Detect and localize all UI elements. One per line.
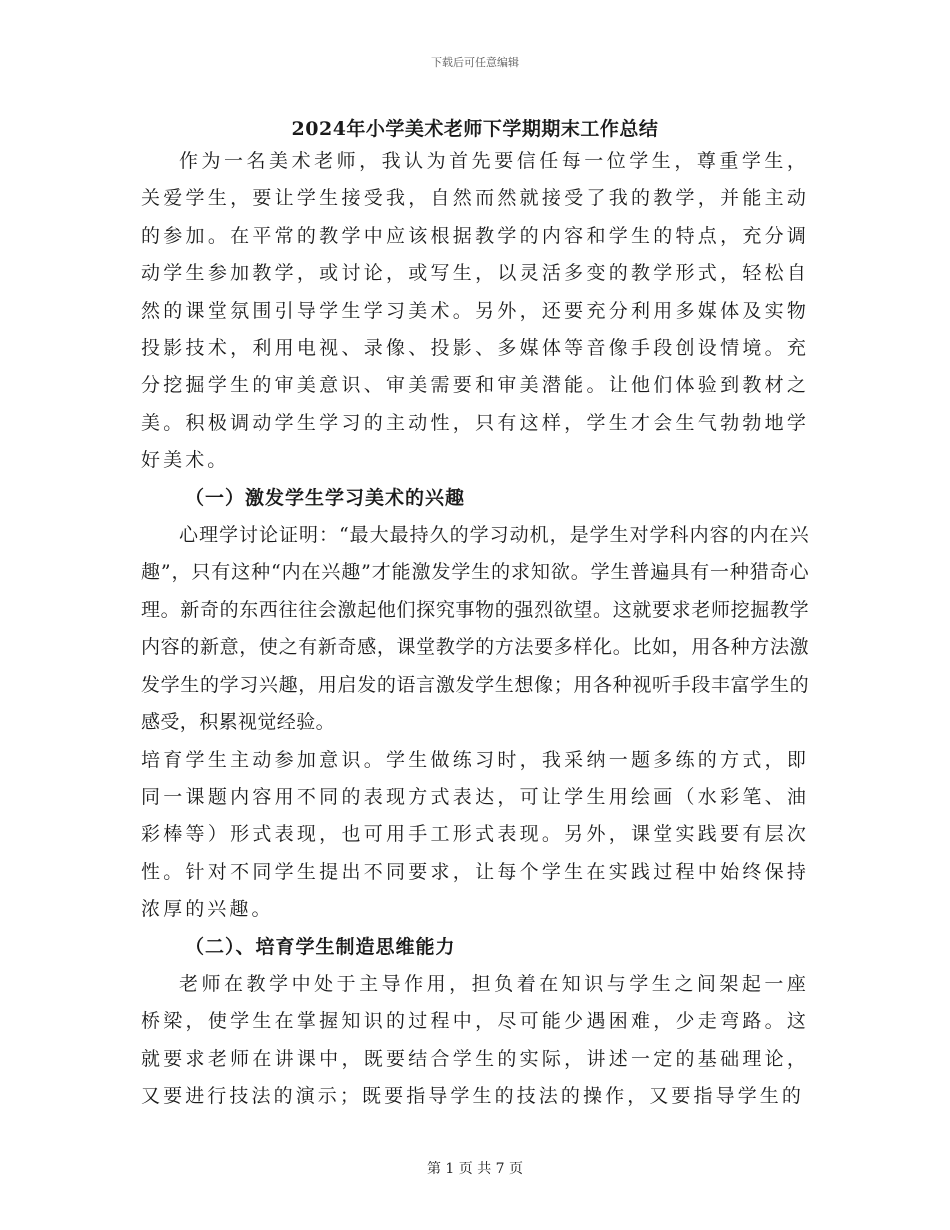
document-title: 2024年小学美术老师下学期期末工作总结 [291,118,659,140]
section-1-paragraph-2: 培育学生主动参加意识。学生做练习时，我采纳一题多练的方式，即同一课题内容用不同的表现方式表达，可让学生用绘画（水彩笔、油彩棒等）形式表现，也可用手工形式表现。另外，课堂实践要有层次性。针对不同学生提出不同要求，让每个学生在实践过程中始终保持浓厚的兴趣。 [141,748,809,921]
intro-paragraph: 作为一名美术老师，我认为首先要信任每一位学生，尊重学生，关爱学生，要让学生接受我，自然而然就接受了我的教学，并能主动的参加。在平常的教学中应该根据教学的内容和学生的特点，充分调动学生参加教学，或讨论，或写生，以灵活多变的教学形式，轻松自然的课堂氛围引导学生学习美术。另外，还要充分利用多媒体及实物投影技术，利用电视、录像、投影、多媒体等音像手段创设情境。充分挖掘学生的审美意识、审美需要和审美潜能。让他们体验到教材之美。积极调动学生学习的主动性，只有这样，学生才会生气勃勃地学好美术。 [141,150,809,472]
page-header-note: 下载后可任意编辑 [431,56,519,69]
page-number: 第 1 页 共 7 页 [426,1161,524,1177]
section-2-heading: （二）、培育学生制造思维能力 [185,935,456,958]
document-body [141,143,809,1116]
section-1-paragraph-1: 心理学讨论证明：“最大最持久的学习动机，是学生对学科内容的内在兴趣”，只有这种“内在兴趣”才能激发学生的求知欲。学生普遍具有一种猎奇心理。新奇的东西往往会激起他们探究事物的强烈欲望。这就要求老师挖掘教学内容的新意，使之有新奇感，课堂教学的方法要多样化。比如，用各种方法激发学生的学习兴趣，用启发的语言激发学生想像；用各种视听手段丰富学生的感受，积累视觉经验。 [141,524,809,734]
section-1-heading: （一）激发学生学习美术的兴趣 [185,486,466,509]
section-2-paragraph-1: 老师在教学中处于主导作用，担负着在知识与学生之间架起一座桥梁，使学生在掌握知识的过程中，尽可能少遇困难，少走弯路。这就要求老师在讲课中，既要结合学生的实际，讲述一定的基础理论，又要进行技法的演示；既要指导学生的技法的操作，又要指导学生的 [141,972,809,1108]
